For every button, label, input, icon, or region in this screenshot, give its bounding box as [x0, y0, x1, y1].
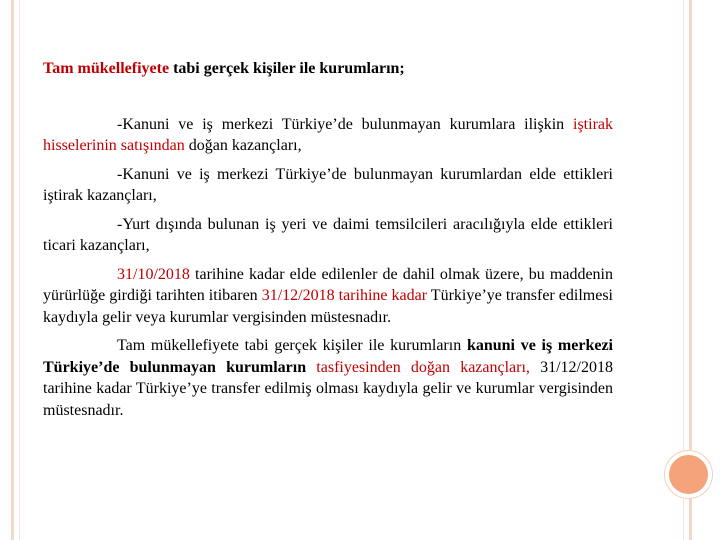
paragraph-1-text: -Kanuni ve iş merkezi Türkiye’de bulunmayan kurumlara ilişkin — [117, 115, 573, 133]
paragraph-5-tail: 31/12/2018 tarihine kadar Türkiye’ye transfer edilmiş olması kaydıyla gelir ve kurumlar vergisinden müstesnadır. — [43, 358, 613, 419]
paragraph-1-highlight: iştirak hisselerinin satışından — [43, 115, 613, 154]
paragraph-4 — [43, 264, 613, 329]
paragraph-5-space — [306, 359, 316, 376]
paragraph-4-highlight: 31/12/2018 tarihine kadar — [261, 287, 428, 304]
paragraph-2: -Kanuni ve iş merkezi Türkiye’de bulunmayan kurumlardan elde ettikleri iştirak kazançları, — [43, 165, 613, 204]
heading-highlight: Tam mükellefiyete — [43, 60, 170, 77]
paragraph-4-date: 31/10/2018 — [117, 265, 190, 283]
heading — [43, 58, 613, 80]
paragraph-5-bold: kanuni ve iş merkezi Türkiye’de bulunmayan kurumların — [43, 337, 613, 376]
paragraph-1-tail: doğan kazançları, — [184, 137, 302, 154]
paragraph-4-tail: Türkiye’ye transfer edilmesi kaydıyla gelir veya kurumlar vergisinden müstesnadır. — [43, 287, 614, 326]
paragraph-5-highlight: tasfiyesinden doğan kazançları, — [316, 358, 530, 376]
paragraph-4-text: tarihine kadar elde edilenler de dahil olmak üzere, bu maddenin yürürlüğe girdiği tarihten itibaren — [43, 265, 613, 304]
paragraph-5 — [43, 335, 613, 421]
heading-text: tabi gerçek kişiler ile kurumların; — [173, 60, 405, 77]
decorative-circle — [665, 451, 712, 498]
paragraph-3: -Yurt dışında bulunan iş yeri ve daimi temsilcileri aracılığıyla elde ettikleri ticari kazançları, — [43, 215, 613, 254]
paragraph-1 — [43, 114, 613, 157]
paragraph-5-text: Tam mükellefiyete tabi gerçek kişiler ile kurumların — [117, 337, 467, 354]
slide-content — [43, 58, 613, 428]
